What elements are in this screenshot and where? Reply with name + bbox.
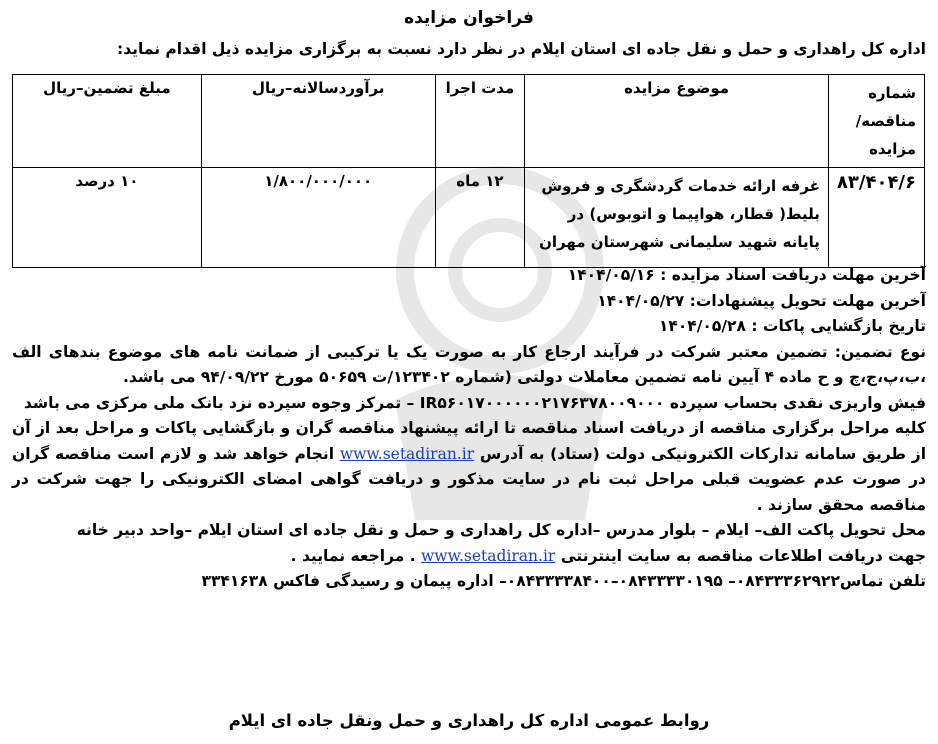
cell-deposit: ۱۰ درصد: [13, 168, 202, 268]
setadiran-info-link[interactable]: www.setadiran.ir: [421, 546, 556, 565]
cell-number: ۸۳/۴۰۴/۶: [828, 168, 924, 268]
contact-text: تلفن تماس۰۸۴۳۳۳۶۲۹۲۲– ۰۸۴۳۳۳۳۰۱۹۵–۰۸۴۳۳۳۳۸۴۰۰– اداره پیمان و رسیدگی فاکس ۳۳۴۱۶۳۸: [201, 572, 926, 590]
info-text-after: . مراجعه نمایید .: [290, 546, 416, 565]
table-row: [13, 168, 925, 268]
tender-table: [12, 74, 925, 268]
setadiran-link[interactable]: www.setadiran.ir: [339, 444, 475, 463]
process-text-after: انجام خواهد شد و لازم است مناقصه گران در صورت عدم عضویت قبلی مراحل ثبت نام در سایت مذکور و دریافت گواهی امضای الکترونیکی را جهت شرکت در مناقصه محقق سازند .: [12, 444, 926, 514]
opening-date: تاریخ بازگشایی پاکات : ۱۴۰۴/۰۵/۲۸: [658, 317, 926, 335]
process-text: [12, 416, 926, 518]
deadline-offers: آخرین مهلت تحویل پیشنهادات: ۱۴۰۴/۰۵/۲۷: [597, 291, 926, 310]
header-estimate: برآوردسالانه–ریال: [201, 75, 435, 168]
guarantee-text: نوع تضمین: تضمین معتبر شرکت در فرآیند ارجاع کار به صورت یک یا ترکیبی از ضمانت نامه های موضوع بندهای الف ،ب،پ،ج،چ و ح ماده ۴ آیین نامه تضمین معاملات دولتی (شماره ۱۲۳۴۰۲/ت ۵۰۶۵۹ مورخ ۹۴/۰۹/۲۲ می باشد.: [12, 342, 926, 386]
cell-subject: غرفه ارائه خدمات گردشگری و فروش بلیط( قطار، هواپیما و اتوبوس) در پایانه شهید سلیمانی شهرستان مهران: [525, 168, 829, 268]
page-title: فراخوان مزایده: [404, 8, 534, 28]
info-text: [12, 544, 926, 570]
intro-text: اداره کل راهداری و حمل و نقل جاده ای استان ایلام در نظر دارد نسبت به برگزاری مزایده ذیل اقدام نماید:: [117, 40, 926, 58]
header-number: شماره مناقصه/مزایده: [828, 75, 924, 168]
table-header-row: [13, 75, 925, 168]
notice-body: [12, 263, 926, 595]
cell-estimate: ۱/۸۰۰/۰۰۰/۰۰۰: [201, 168, 435, 268]
info-text-before: جهت دریافت اطلاعات مناقصه به سایت اینترنتی: [560, 546, 926, 565]
header-subject: موضوع مزایده: [525, 75, 829, 168]
process-text-before: کلیه مراحل برگزاری مناقصه از دریافت اسناد مناقصه تا ارائه پیشنهاد مناقصه گران و بازگشایی پاکات و مراحل بعد از آن از طریق سامانه تدارکات الکترونیکی دولت (ستاد) به آدرس: [12, 419, 927, 463]
deadline-docs: آخرین مهلت دریافت اسناد مزایده : ۱۴۰۴/۰۵/۱۶: [567, 266, 926, 284]
footer-signature: روابط عمومی اداره کل راهداری و حمل ونقل جاده ای ایلام: [228, 711, 710, 730]
cell-duration: ۱۲ ماه: [435, 168, 525, 268]
header-deposit: مبلغ تضمین–ریال: [13, 75, 202, 168]
delivery-text: محل تحویل پاکت الف– ایلام – بلوار مدرس –اداره کل راهداری و حمل و نقل جاده ای استان ایلام –واحد دبیر خانه: [76, 521, 926, 539]
cash-deposit-text: فیش واریزی نقدی بحساب سپرده IR۵۶۰۱۷۰۰۰۰۰۰۲۱۷۶۳۷۸۰۰۹۰۰۰ – تمرکز وجوه سپرده نزد بانک ملی مرکزی می باشد: [23, 393, 926, 412]
header-duration: مدت اجرا: [435, 75, 525, 168]
